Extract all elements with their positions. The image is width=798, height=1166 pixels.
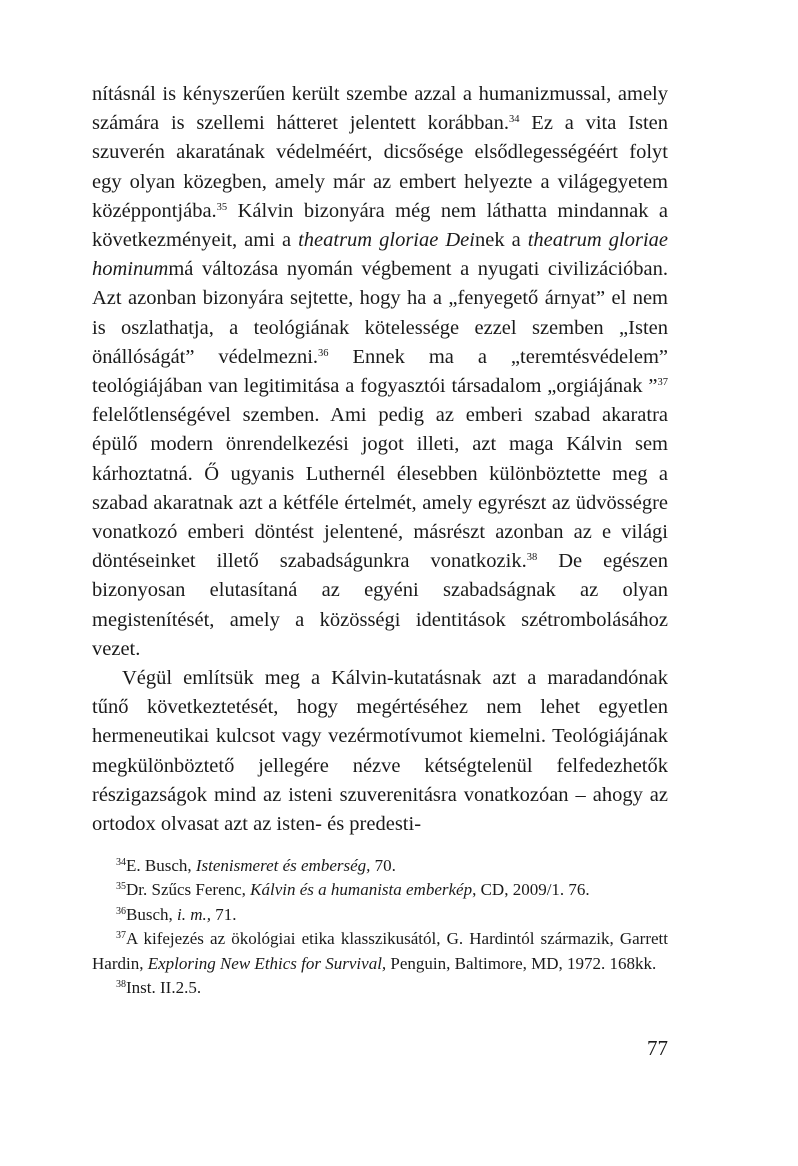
footnote-number: 37 [116,930,126,942]
italic-title: Exploring New Ethics for Survival, [147,953,387,973]
footnote-ref: 38 [526,552,538,564]
page-number: 77 [647,1036,668,1060]
footnote-35 [92,878,668,902]
footnotes [92,854,668,1000]
text-run: Ez a vita Isten szuverén akaratának védelméért, dicsősége elsődlegességéért folyt egy olyan közegben, amely már az embert helyezte a világegyetem középpontjába. [92,112,668,222]
text-run: felelőtlenségével szemben. Ami pedig az emberi szabad akaratra épülő modern önrendelkezési jogot illeti, azt maga Kálvin sem kárhoztatná. Ő ugyanis Luthernél élesebben különböztette meg a szabad akaratnak azt a kétféle értelmét, amely egyrészt az üdvösségre vonatkozó emberi döntést jelentené, másrészt azonban az e világi döntéseinket illető szabadságunkra vonatkozik. [92,404,668,573]
paragraph-2 [92,664,668,839]
main-text [92,80,668,839]
italic-title: i. m., [177,904,211,924]
footnote-ref: 34 [509,114,520,126]
footnote-number: 34 [116,857,126,868]
text-run: nításnál is kényszerűen került szembe azzal a humanizmussal, amely számára is szellemi hátteret jelentett korábban. [92,83,668,135]
text-run: Busch, [126,904,177,924]
text-run: má változása nyomán végbement a nyugati civilizációban. Azt azonban bizonyára sejtette, hogy ha a „fenyegető árnyat” el nem is oszlathatja, a teológiának kötelessége ezzel szemben „Isten önállóságát” védelmezni. [92,258,668,368]
text-run: Penguin, Baltimore, MD, 1972. 168kk. [386,953,657,973]
text-run: 70. [370,856,396,875]
footnote-number: 36 [116,905,126,917]
text-run: Végül említsük meg a Kálvin-kutatásnak azt a maradandónak tűnő következtetését, hogy megértéséhez nem lehet egyetlen hermeneutikai kulcsot vagy vezérmotívumot kiemelni. Teológiájának megkülönböztető jellegére nézve kétségtelenül felfedezhetők részigazságok mind az isteni szuverenitásra vonatkozóan – ahogy az ortodox olvasat azt az isten- és predesti- [92,667,668,836]
text-run: Kálvin bizonyára még nem láthatta mindannak a következményeit, ami a [92,199,668,252]
footnote-ref: 35 [216,201,228,213]
italic-title: theatrum gloriae hominum [92,229,668,281]
footnote-38 [92,976,668,1000]
text-run: nek a [474,229,528,252]
footnote-37 [92,927,668,976]
text-run: Inst. II.2.5. [126,978,202,998]
footnote-ref: 37 [657,377,668,389]
footnote-36 [92,903,668,927]
text-run: E. Busch, [126,856,196,875]
italic-title: theatrum gloriae Dei [298,229,475,252]
text-run: De egészen bizonyosan elutasítaná az egyéni szabadságnak az olyan megistenítését, amely a közösségi identitások szétrombolásához vezet. [92,550,669,660]
text-run: A kifejezés az ökológiai etika klasszikusától, G. Hardintól származik, Garrett Hardin, [92,929,668,973]
paragraph-1 [92,80,668,664]
text-run: 71. [211,904,237,924]
italic-title: Istenismeret és emberség, [195,856,371,875]
footnote-number: 38 [116,979,126,991]
text-run: Ennek ma a „teremtésvédelem” teológiájában van legitimitása a fogyasztói társadalom „orgiájának ” [92,345,668,398]
text-run: , CD, 2009/1. 76. [472,880,590,900]
footnote-ref: 36 [318,347,329,359]
footnote-34 [92,854,668,878]
text-run: Dr. Szűcs Ferenc, [126,880,251,900]
footnote-number: 35 [116,881,126,893]
italic-title: Kálvin és a humanista emberkép [250,880,473,900]
